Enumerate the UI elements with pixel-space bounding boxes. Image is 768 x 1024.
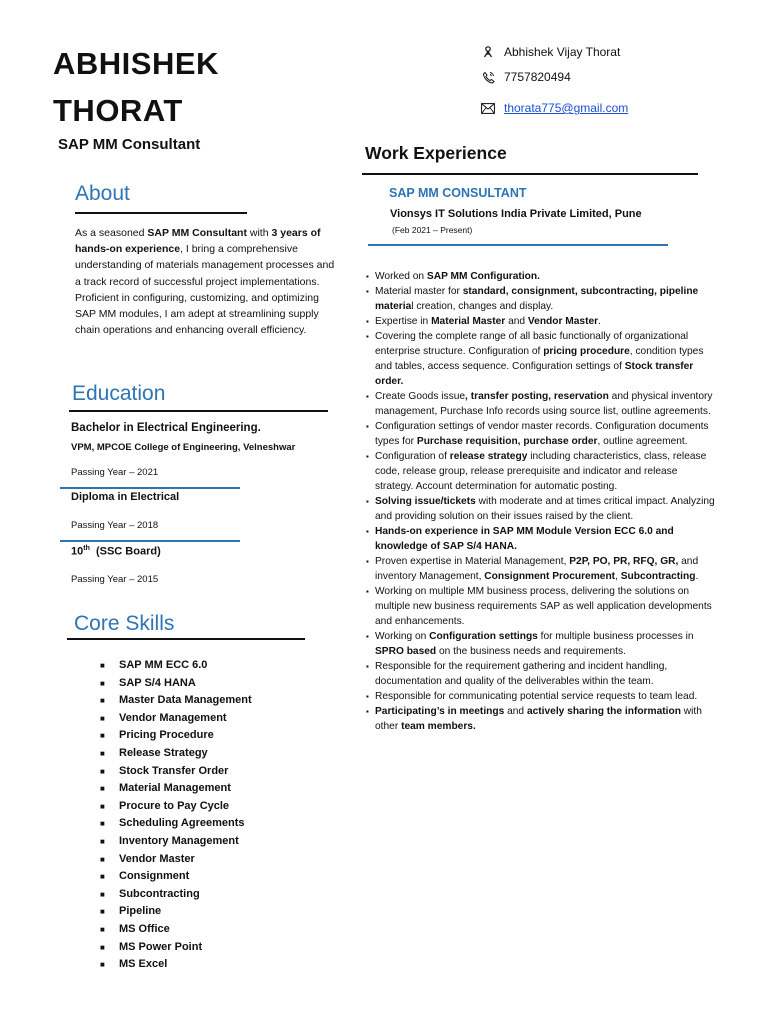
person-icon: [481, 46, 495, 58]
work-bullet: [366, 704, 716, 734]
text-run: and inventory Management,: [375, 556, 699, 582]
contact-phone-text: 7757820494: [504, 70, 571, 84]
skill-item: [100, 833, 252, 851]
skill-label: Procure to Pay Cycle: [119, 799, 230, 812]
text-run: team members.: [401, 721, 476, 732]
work-bullet: [366, 314, 716, 329]
work-bullet: [366, 659, 716, 689]
text-run: 3 years of hands-on experience: [75, 227, 321, 256]
text-run: Subcontracting: [620, 571, 696, 582]
text-run: actively sharing the information: [526, 706, 681, 717]
education-degree-2: Diploma in Electrical: [71, 491, 180, 503]
skills-rule: [67, 638, 305, 640]
text-run: and: [504, 706, 527, 717]
work-divider: [368, 244, 668, 246]
text-run: , condition types and tables, access sequence. Configuration settings of: [375, 346, 704, 372]
text-run: standard, consignment, subcontracting, pipeline materia: [375, 286, 699, 312]
skill-item: [100, 851, 252, 869]
education-divider-2: [60, 540, 240, 542]
work-bullet: [366, 269, 716, 284]
text-run: , I bring a comprehensive understanding of materials management processes and a track record of successful project implementations. Proficient in configuring, customizing, and optimizing SAP MM modules, I am adept at streamlining supply chain operations and enhancing overall efficiency.: [75, 243, 335, 337]
work-bullets: [366, 269, 716, 734]
education-passing-1: Passing Year – 2021: [71, 467, 159, 478]
skill-label: SAP S/4 HANA: [119, 676, 196, 689]
bullet-icon: ■: [100, 889, 105, 899]
envelope-icon: [481, 103, 495, 114]
text-run: Create Goods issue: [375, 391, 466, 402]
skill-label: Inventory Management: [119, 834, 239, 847]
skill-label: Master Data Management: [119, 694, 252, 707]
skill-item: [100, 780, 252, 798]
text-run: , transfer posting, reservation: [465, 391, 609, 402]
work-bullet: [366, 389, 716, 419]
bullet-icon: ■: [100, 748, 105, 758]
contact-name: [481, 45, 620, 59]
text-run: P2P, PO, PR, RFQ, GR,: [569, 556, 679, 567]
text-run: Configuration settings of vendor master records. Configuration documents types for: [375, 421, 709, 447]
skill-item: [100, 868, 252, 886]
text-run: SAP MM Configuration.: [426, 271, 540, 282]
skill-item: [100, 727, 252, 745]
text-run: Covering the complete range of all basic functionally of organizational enterprise structure. Configuration of: [375, 331, 689, 357]
about-heading: About: [75, 182, 130, 205]
text-run: Responsible for the requirement gathering and incident handling, documentation and quality of the deliverables within the team.: [375, 661, 668, 687]
skill-label: MS Excel: [119, 958, 168, 971]
text-run: .: [598, 316, 601, 327]
work-job-title: SAP MM CONSULTANT: [389, 186, 527, 200]
work-bullet: [366, 284, 716, 314]
work-bullet: [366, 524, 716, 554]
education-passing-2: Passing Year – 2018: [71, 520, 159, 531]
text-run: ,: [615, 571, 621, 582]
text-run: SPRO based: [375, 646, 437, 657]
skill-label: Vendor Management: [119, 711, 227, 724]
bullet-icon: ■: [100, 942, 105, 952]
work-rule: [362, 173, 698, 175]
bullet-icon: ■: [100, 661, 105, 670]
skill-label: Material Management: [119, 782, 231, 795]
text-run: Configuration settings: [429, 631, 538, 642]
skill-item: [100, 675, 252, 693]
text-run: Expertise in: [375, 316, 432, 327]
bullet-icon: ■: [100, 713, 105, 723]
work-dates: (Feb 2021 – Present): [392, 225, 473, 235]
skills-list: [100, 657, 252, 974]
bullet-icon: ■: [100, 854, 105, 864]
job-title: SAP MM Consultant: [58, 136, 201, 153]
skill-label: SAP MM ECC 6.0: [119, 659, 208, 671]
text-run: Purchase requisition, purchase order: [416, 436, 598, 447]
skill-item: [100, 710, 252, 728]
work-bullet: [366, 449, 716, 494]
work-bullet: [366, 419, 716, 449]
text-run: Material master for: [375, 286, 463, 297]
text-run: release strategy: [449, 451, 528, 462]
about-paragraph: [75, 225, 340, 338]
text-run: Proven expertise in Material Management,: [375, 556, 570, 567]
skill-label: MS Office: [119, 922, 170, 935]
bullet-icon: ■: [100, 801, 105, 811]
skill-label: Vendor Master: [119, 852, 195, 865]
skill-item: [100, 956, 252, 974]
text-run: l creation, changes and display.: [411, 301, 554, 312]
email-link[interactable]: thorata775@gmail.com: [504, 101, 629, 115]
text-run: with: [246, 227, 272, 239]
education-heading: Education: [72, 382, 166, 405]
text-run: .: [695, 571, 699, 582]
text-run: for multiple business processes in: [537, 631, 694, 642]
education-institution-1: VPM, MPCOE College of Engineering, Velneshwar: [71, 442, 296, 453]
skill-item: [100, 798, 252, 816]
skill-item: [100, 939, 252, 957]
work-bullet: [366, 629, 716, 659]
bullet-icon: ■: [100, 731, 105, 741]
work-bullet: [366, 329, 716, 389]
bullet-icon: ■: [100, 766, 105, 776]
text-run: Material Master: [431, 316, 506, 327]
text-run: on the business needs and requirements.: [436, 646, 626, 657]
text-run: As a seasoned: [75, 227, 148, 239]
text-run: SAP MM Consultant: [147, 227, 247, 239]
work-company: Vionsys IT Solutions India Private Limited, Pune: [390, 208, 642, 220]
work-bullet: [366, 554, 716, 584]
text-run: Working on multiple MM business process, delivering the solutions on multiple new business requirements SAP as well application developments and enhancements.: [375, 586, 712, 627]
education-degree-1: Bachelor in Electrical Engineering.: [71, 422, 261, 434]
about-rule: [75, 212, 247, 214]
bullet-icon: ■: [100, 960, 105, 970]
phone-icon: [481, 71, 495, 84]
text-run: pricing procedure: [543, 346, 630, 357]
text-run: Configuration of: [375, 451, 450, 462]
work-bullet: [366, 494, 716, 524]
skill-label: Scheduling Agreements: [119, 817, 245, 830]
text-run: Vendor Master: [527, 316, 599, 327]
bullet-icon: ■: [100, 696, 105, 706]
bullet-icon: ■: [100, 784, 105, 794]
skill-item: [100, 745, 252, 763]
skill-label: Pricing Procedure: [119, 729, 214, 742]
skill-item: [100, 903, 252, 921]
text-run: including characteristics, class, release code, release group, release prerequisite and indicator and release strategy. Account determination for automatic posting.: [375, 451, 707, 492]
skill-label: MS Power Point: [119, 940, 203, 953]
text-run: Hands-on experience in SAP MM Module Version ECC 6.0 and knowledge of SAP S/4 HANA.: [375, 526, 674, 552]
text-run: Worked on: [375, 271, 427, 282]
skill-label: Subcontracting: [119, 887, 200, 900]
first-name: ABHISHEK: [53, 46, 219, 81]
text-run: and: [505, 316, 528, 327]
text-run: and physical inventory management, Purchase Info records using source list, outline agreements.: [375, 391, 713, 417]
bullet-icon: ■: [100, 836, 105, 846]
work-bullet: [366, 584, 716, 629]
contact-name-text: Abhishek Vijay Thorat: [504, 45, 621, 59]
bullet-icon: ■: [100, 819, 105, 829]
education-rule: [69, 410, 328, 412]
contact-email: [481, 101, 628, 115]
text-run: Stock transfer order.: [375, 361, 694, 387]
text-run: Working on: [375, 631, 430, 642]
skill-item: [100, 763, 252, 781]
text-run: with other: [375, 706, 702, 732]
work-heading: Work Experience: [365, 143, 507, 163]
work-bullet: [366, 689, 716, 704]
education-degree-3: 10th (SSC Board): [71, 545, 161, 558]
skill-item: [100, 692, 252, 710]
skill-label: Stock Transfer Order: [119, 764, 229, 777]
skill-label: Consignment: [119, 870, 190, 883]
text-run: , outline agreement.: [597, 436, 688, 447]
education-passing-3: Passing Year – 2015: [71, 574, 159, 585]
text-run: Solving issue/tickets: [375, 496, 476, 507]
contact-phone: [481, 70, 571, 84]
education-divider-1: [60, 487, 240, 489]
skill-label: Release Strategy: [119, 746, 208, 759]
text-run: Responsible for communicating potential service requests to team lead.: [375, 691, 698, 702]
last-name: THORAT: [53, 93, 183, 128]
bullet-icon: ■: [100, 872, 105, 882]
skill-item: [100, 921, 252, 939]
skill-item: [100, 886, 252, 904]
skills-heading: Core Skills: [74, 612, 175, 635]
skill-label: Pipeline: [119, 905, 162, 918]
bullet-icon: ■: [100, 907, 105, 917]
bullet-icon: ■: [100, 678, 105, 688]
bullet-icon: ■: [100, 924, 105, 934]
text-run: Consignment Procurement: [484, 571, 616, 582]
skill-item: [100, 657, 252, 675]
text-run: Participating’s in meetings: [375, 706, 505, 717]
text-run: with moderate and at times critical impact. Analyzing and providing solution on their issues raised by the client.: [375, 496, 715, 522]
skill-item: [100, 815, 252, 833]
